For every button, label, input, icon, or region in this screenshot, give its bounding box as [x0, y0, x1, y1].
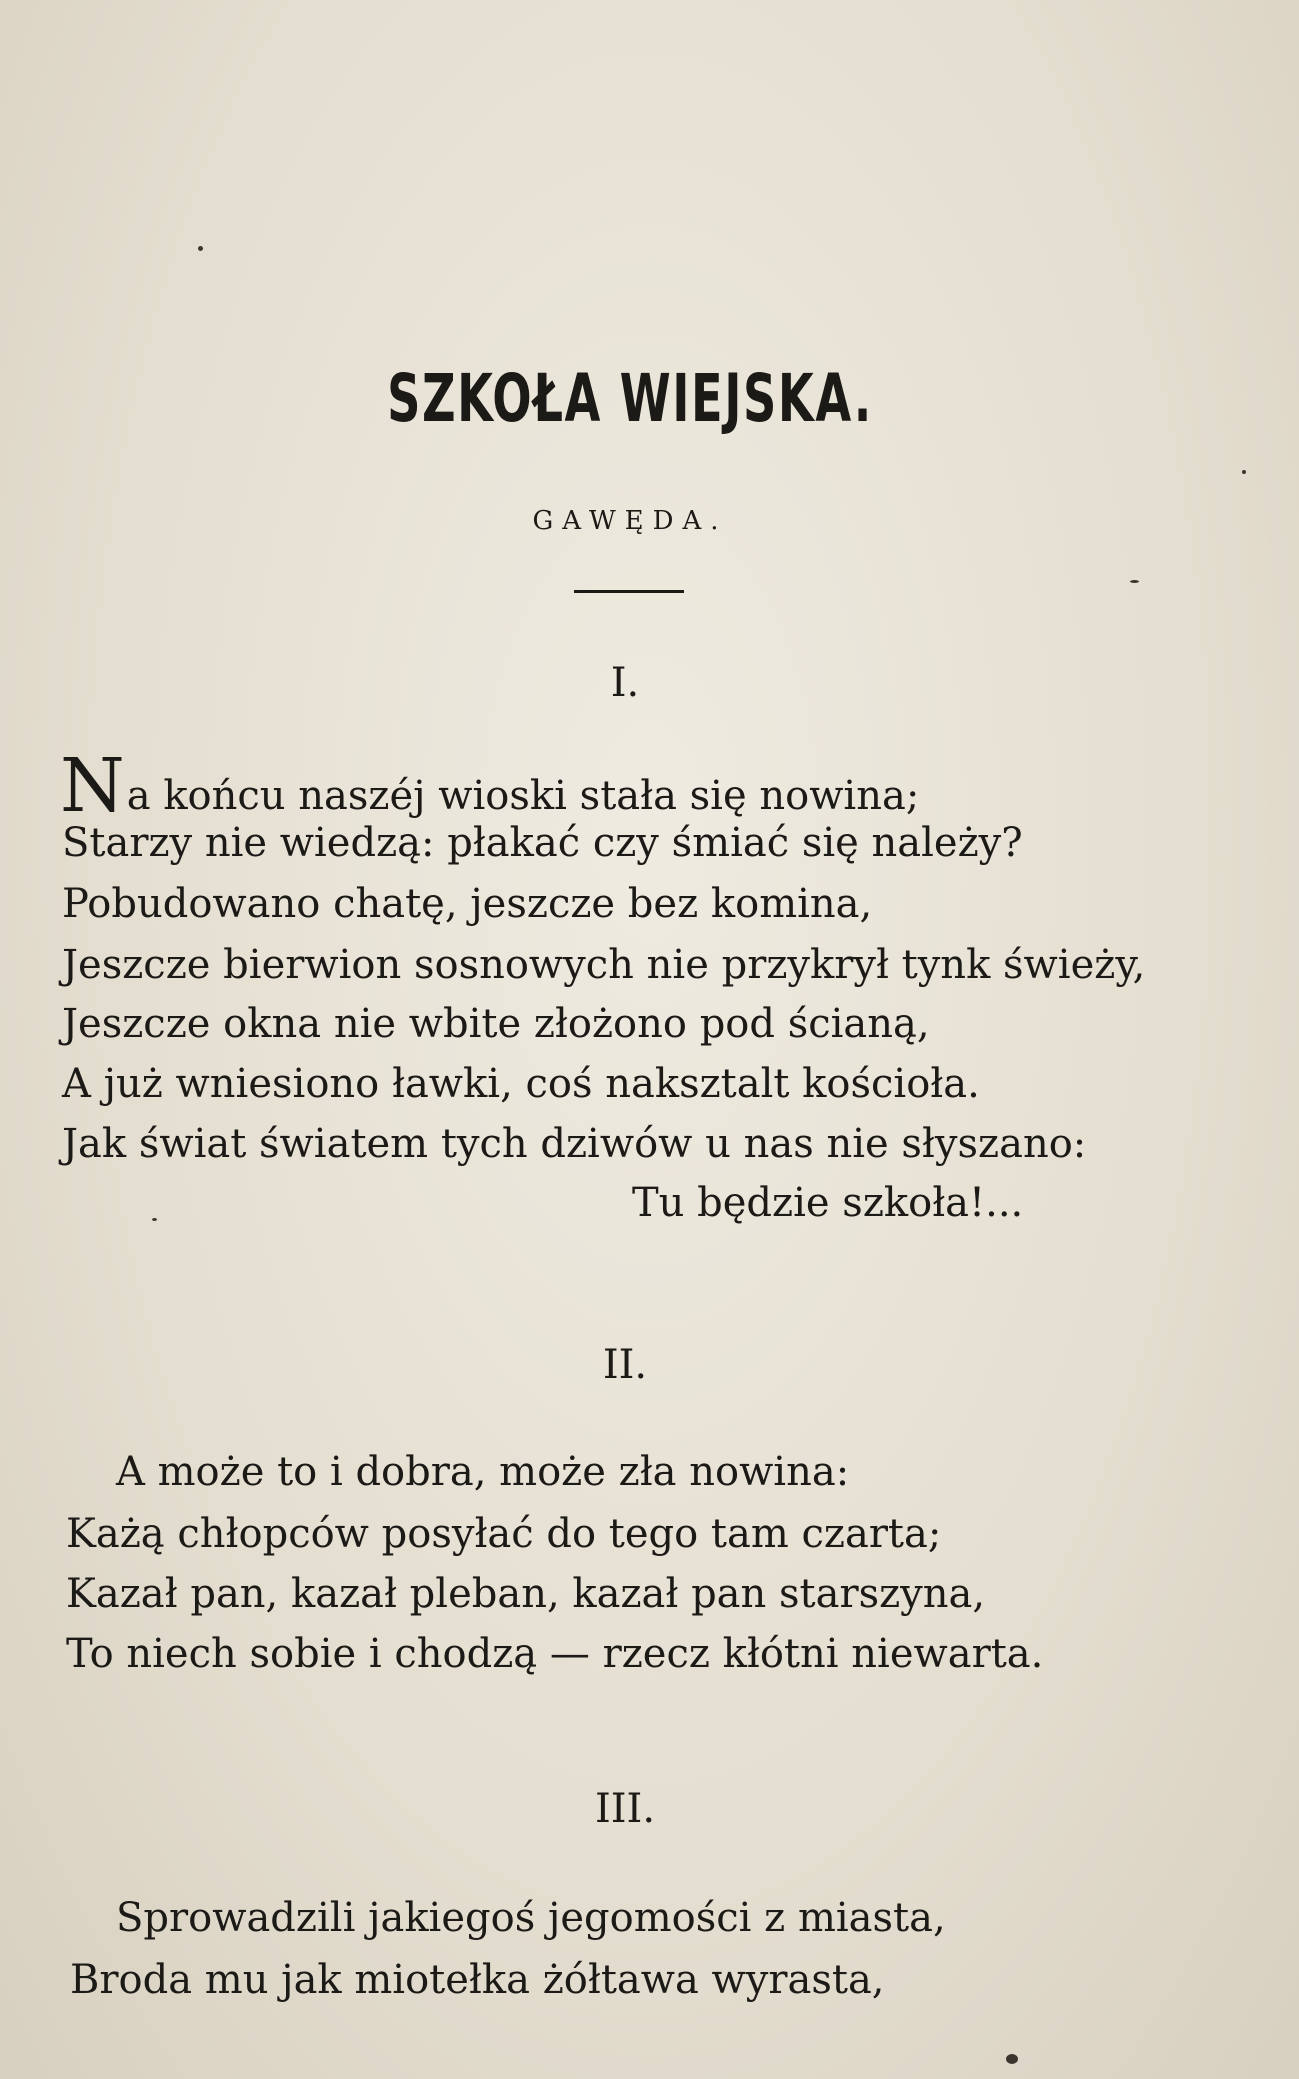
- verse-line: Starzy nie wiedzą: płakać czy śmiać się należy?: [62, 820, 1023, 866]
- verse-line: Broda mu jak miotełka żółtawa wyrasta,: [70, 1957, 885, 2003]
- verse-line: A już wniesiono ławki, coś naksztalt kościoła.: [62, 1061, 980, 1107]
- paper-speck: [198, 246, 203, 251]
- verse-line-text: a końcu naszéj wioski stała się nowina;: [126, 773, 920, 819]
- paper-speck: [152, 1218, 157, 1221]
- paper-speck: [1242, 470, 1246, 474]
- verse-line: Każą chłopców posyłać do tego tam czarta;: [66, 1511, 942, 1557]
- verse-line: [60, 743, 920, 829]
- verse-line: Jeszcze okna nie wbite złożono pod ścianą,: [62, 1001, 930, 1047]
- poem-title: SZKOŁA WIEJSKA.: [387, 360, 873, 437]
- section-number-3: III.: [594, 1786, 656, 1832]
- paper-speck: [1006, 2054, 1018, 2064]
- verse-line: To niech sobie i chodzą — rzecz kłótni niewarta.: [66, 1631, 1044, 1677]
- section-number-2: II.: [602, 1342, 648, 1388]
- verse-line: Tu będzie szkoła!...: [632, 1180, 1024, 1226]
- verse-line: Kazał pan, kazał pleban, kazał pan starszyna,: [66, 1571, 986, 1617]
- verse-line: Pobudowano chatę, jeszcze bez komina,: [62, 881, 873, 927]
- verse-line: Jeszcze bierwion sosnowych nie przykrył tynk świeży,: [62, 942, 1146, 988]
- verse-line: A może to i dobra, może zła nowina:: [116, 1449, 850, 1495]
- verse-line: Jak świat światem tych dziwów u nas nie słyszano:: [62, 1121, 1087, 1167]
- verse-line: Sprowadzili jakiegoś jegomości z miasta,: [116, 1895, 946, 1941]
- poem-subtitle: GAWĘDA.: [532, 506, 728, 536]
- section-number-1: I.: [610, 660, 640, 706]
- title-divider: [574, 590, 684, 593]
- paper-speck: [1130, 580, 1139, 583]
- drop-cap: N: [60, 743, 125, 829]
